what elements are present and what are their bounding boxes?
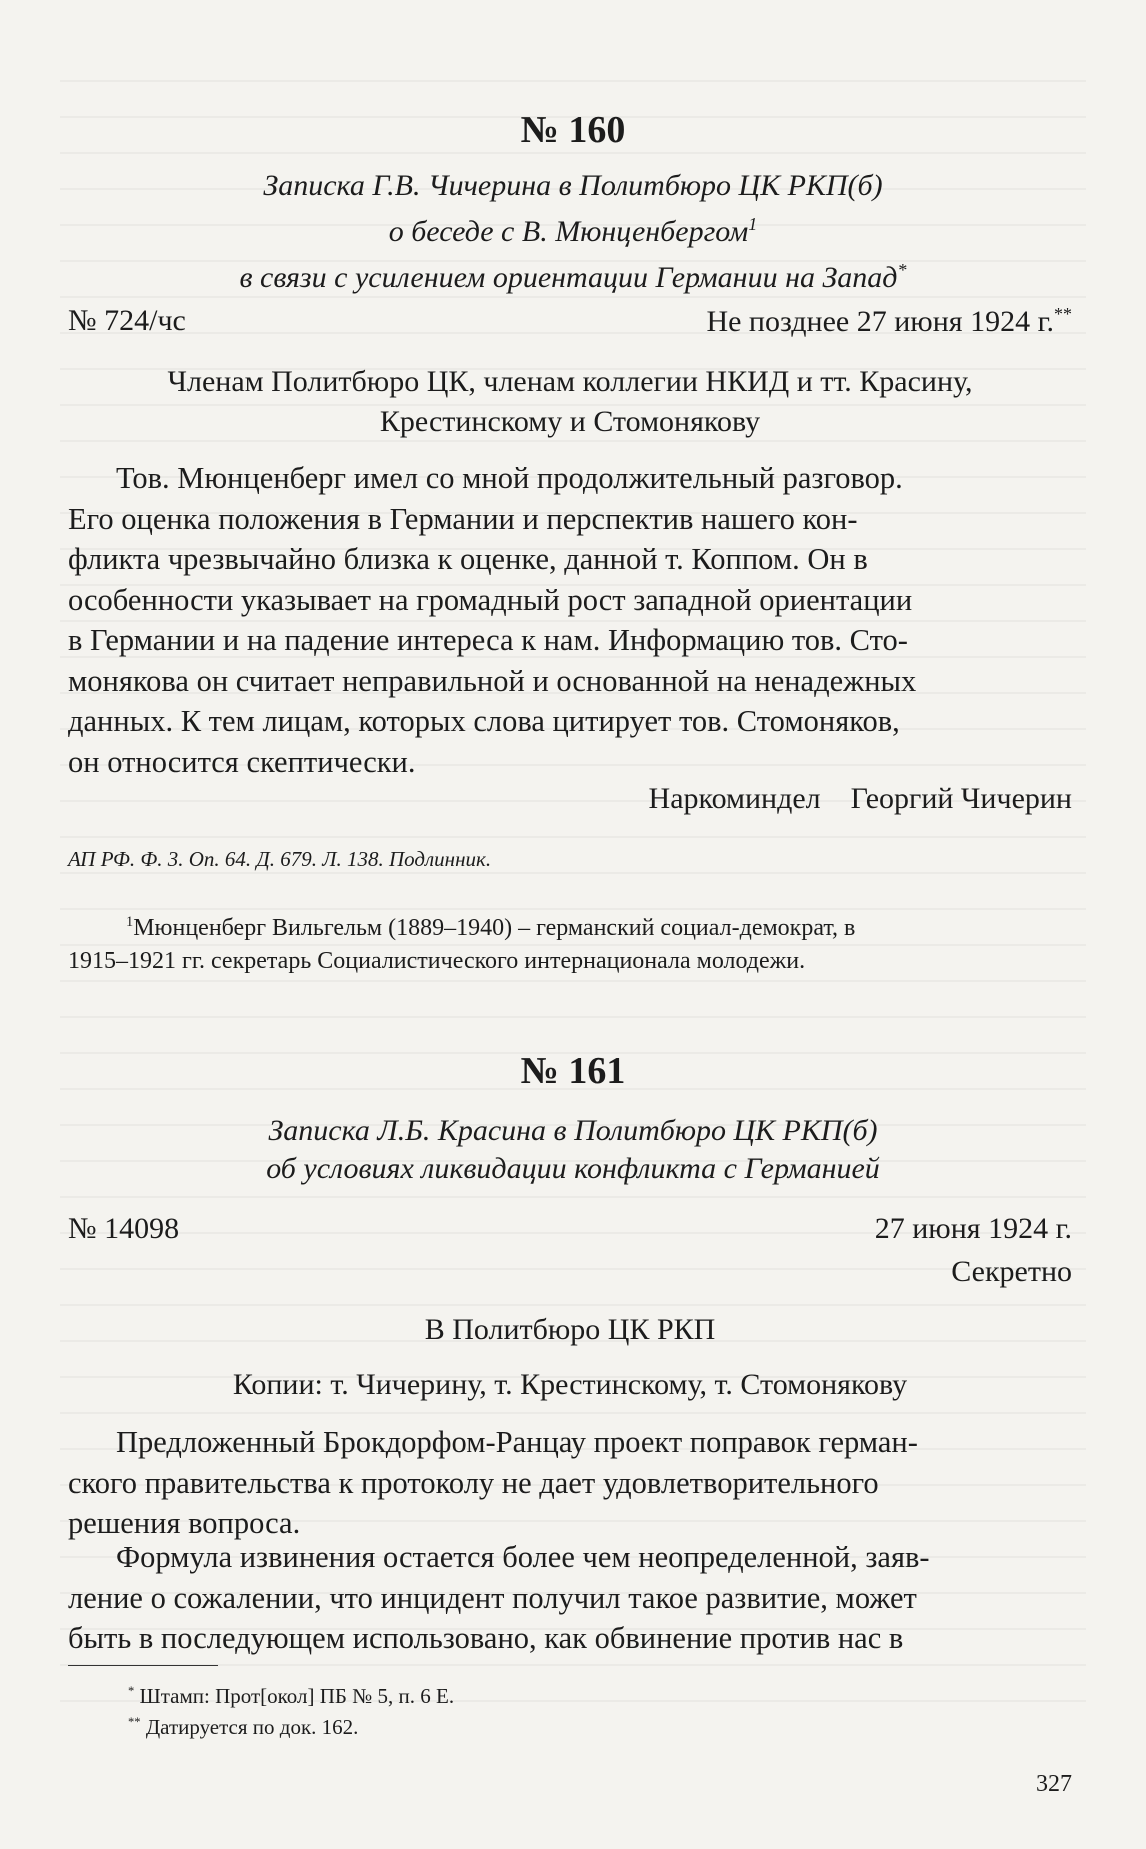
addressee-line-2: Крестинскому и Стомонякову — [379, 405, 761, 438]
body-line: Тов. Мюнценберг имел со мной продолжительный разговор. — [116, 461, 903, 495]
body-line: ского правительства к протоколу не дает удовлетворительного — [68, 1465, 879, 1500]
doc-161-date: 27 июня 1924 г. — [874, 1212, 1072, 1245]
body-line: данных. К тем лицам, которых слова цитирует тов. Стомоняков, — [68, 704, 900, 738]
doc-161-paragraph-1 — [68, 1422, 1072, 1544]
footnote-line-1: $^1$Мюнценберг Вильгельм (1889–1940) – германский социал-демократ, в — [126, 914, 856, 941]
body-line: Предложенный Брокдорфом-Ранцау проект поправок герман- — [116, 1425, 918, 1459]
doc-161-title-line-1: Записка Л.Б. Красина в Политбюро ЦК РКП(б) — [268, 1114, 878, 1147]
body-line: монякова он считает неправильной и основанной на ненадежных — [68, 663, 917, 698]
doc-161-reg-number: № 14098 — [68, 1212, 180, 1245]
doc-160-signature: Наркоминдел Георгий Чичерин — [648, 782, 1072, 815]
body-line: Его оценка положения в Германии и перспектив нашего кон- — [68, 501, 858, 536]
footnote-line-2: 1915–1921 гг. секретарь Социалистического интернационала молодежи. — [68, 948, 806, 974]
doc-161-classification: Секретно — [951, 1255, 1072, 1288]
body-line: ление о сожалении, что инцидент получил такое развитие, может — [68, 1580, 917, 1615]
page-footnote-2: ** Датируется по док. 162. — [128, 1715, 359, 1739]
doc-161-paragraph-2 — [68, 1537, 1072, 1659]
doc-160-archive-ref: АП РФ. Ф. 3. Оп. 64. Д. 679. Л. 138. Подлинник. — [68, 847, 492, 871]
body-line: он относится скептически. — [68, 744, 416, 779]
footnote-ref-star[interactable]: * — [897, 260, 907, 280]
body-line: Формула извинения остается более чем неопределенной, заяв- — [116, 1540, 930, 1574]
doc-160-title-line-3: в связи с усилением ориентации Германии на Запад* — [239, 260, 907, 294]
footnote-mark-1: 1 — [126, 914, 134, 930]
doc-161-title — [70, 1112, 1076, 1188]
doc-160-reg-number: № 724/чс — [68, 304, 186, 337]
footnote-ref-double-star[interactable]: ** — [1054, 304, 1072, 324]
doc-161-copies: Копии: т. Чичерину, т. Крестинскому, т. Стомонякову — [232, 1368, 908, 1401]
footnote-divider — [68, 1665, 218, 1666]
doc-160-footnote — [68, 906, 1072, 978]
doc-160-addressee — [68, 362, 1072, 442]
addressee-line-1: Членам Политбюро ЦК, членам коллегии НКИД и тт. Красину, — [167, 365, 973, 398]
doc-160-body — [68, 458, 1072, 782]
doc-160-title — [70, 167, 1076, 297]
body-line: в Германии и на падение интереса к нам. Информацию тов. Сто- — [68, 623, 908, 657]
doc-161-addressee: В Политбюро ЦК РКП — [424, 1313, 716, 1346]
doc-160-title-line-1: Записка Г.В. Чичерина в Политбюро ЦК РКП(б) — [263, 169, 883, 202]
footnote-ref-1[interactable]: 1 — [748, 214, 758, 234]
page-number: 327 — [1036, 1771, 1072, 1797]
doc-161-title-line-2: об условиях ликвидации конфликта с Германией — [266, 1152, 880, 1185]
page-footnote-1: * Штамп: Прот[окол] ПБ № 5, п. 6 Е. — [128, 1684, 455, 1708]
doc-161-number: № 161 — [520, 1050, 626, 1092]
doc-160-number: № 160 — [520, 109, 626, 151]
body-line: решения вопроса. — [68, 1506, 301, 1540]
body-line: фликта чрезвычайно близка к оценке, данной т. Коппом. Он в — [68, 542, 868, 576]
body-line: особенности указывает на громадный рост западной ориентации — [68, 582, 913, 617]
body-line: быть в последующем использовано, как обвинение против нас в — [68, 1621, 904, 1655]
page-footnote-1-mark: * — [128, 1684, 135, 1698]
doc-160-title-line-2: о беседе с В. Мюнценбергом$^1$ — [388, 214, 758, 248]
page-footnote-2-mark: ** — [128, 1715, 141, 1729]
doc-160-date: Не позднее 27 июня 1924 г.** — [706, 304, 1072, 338]
